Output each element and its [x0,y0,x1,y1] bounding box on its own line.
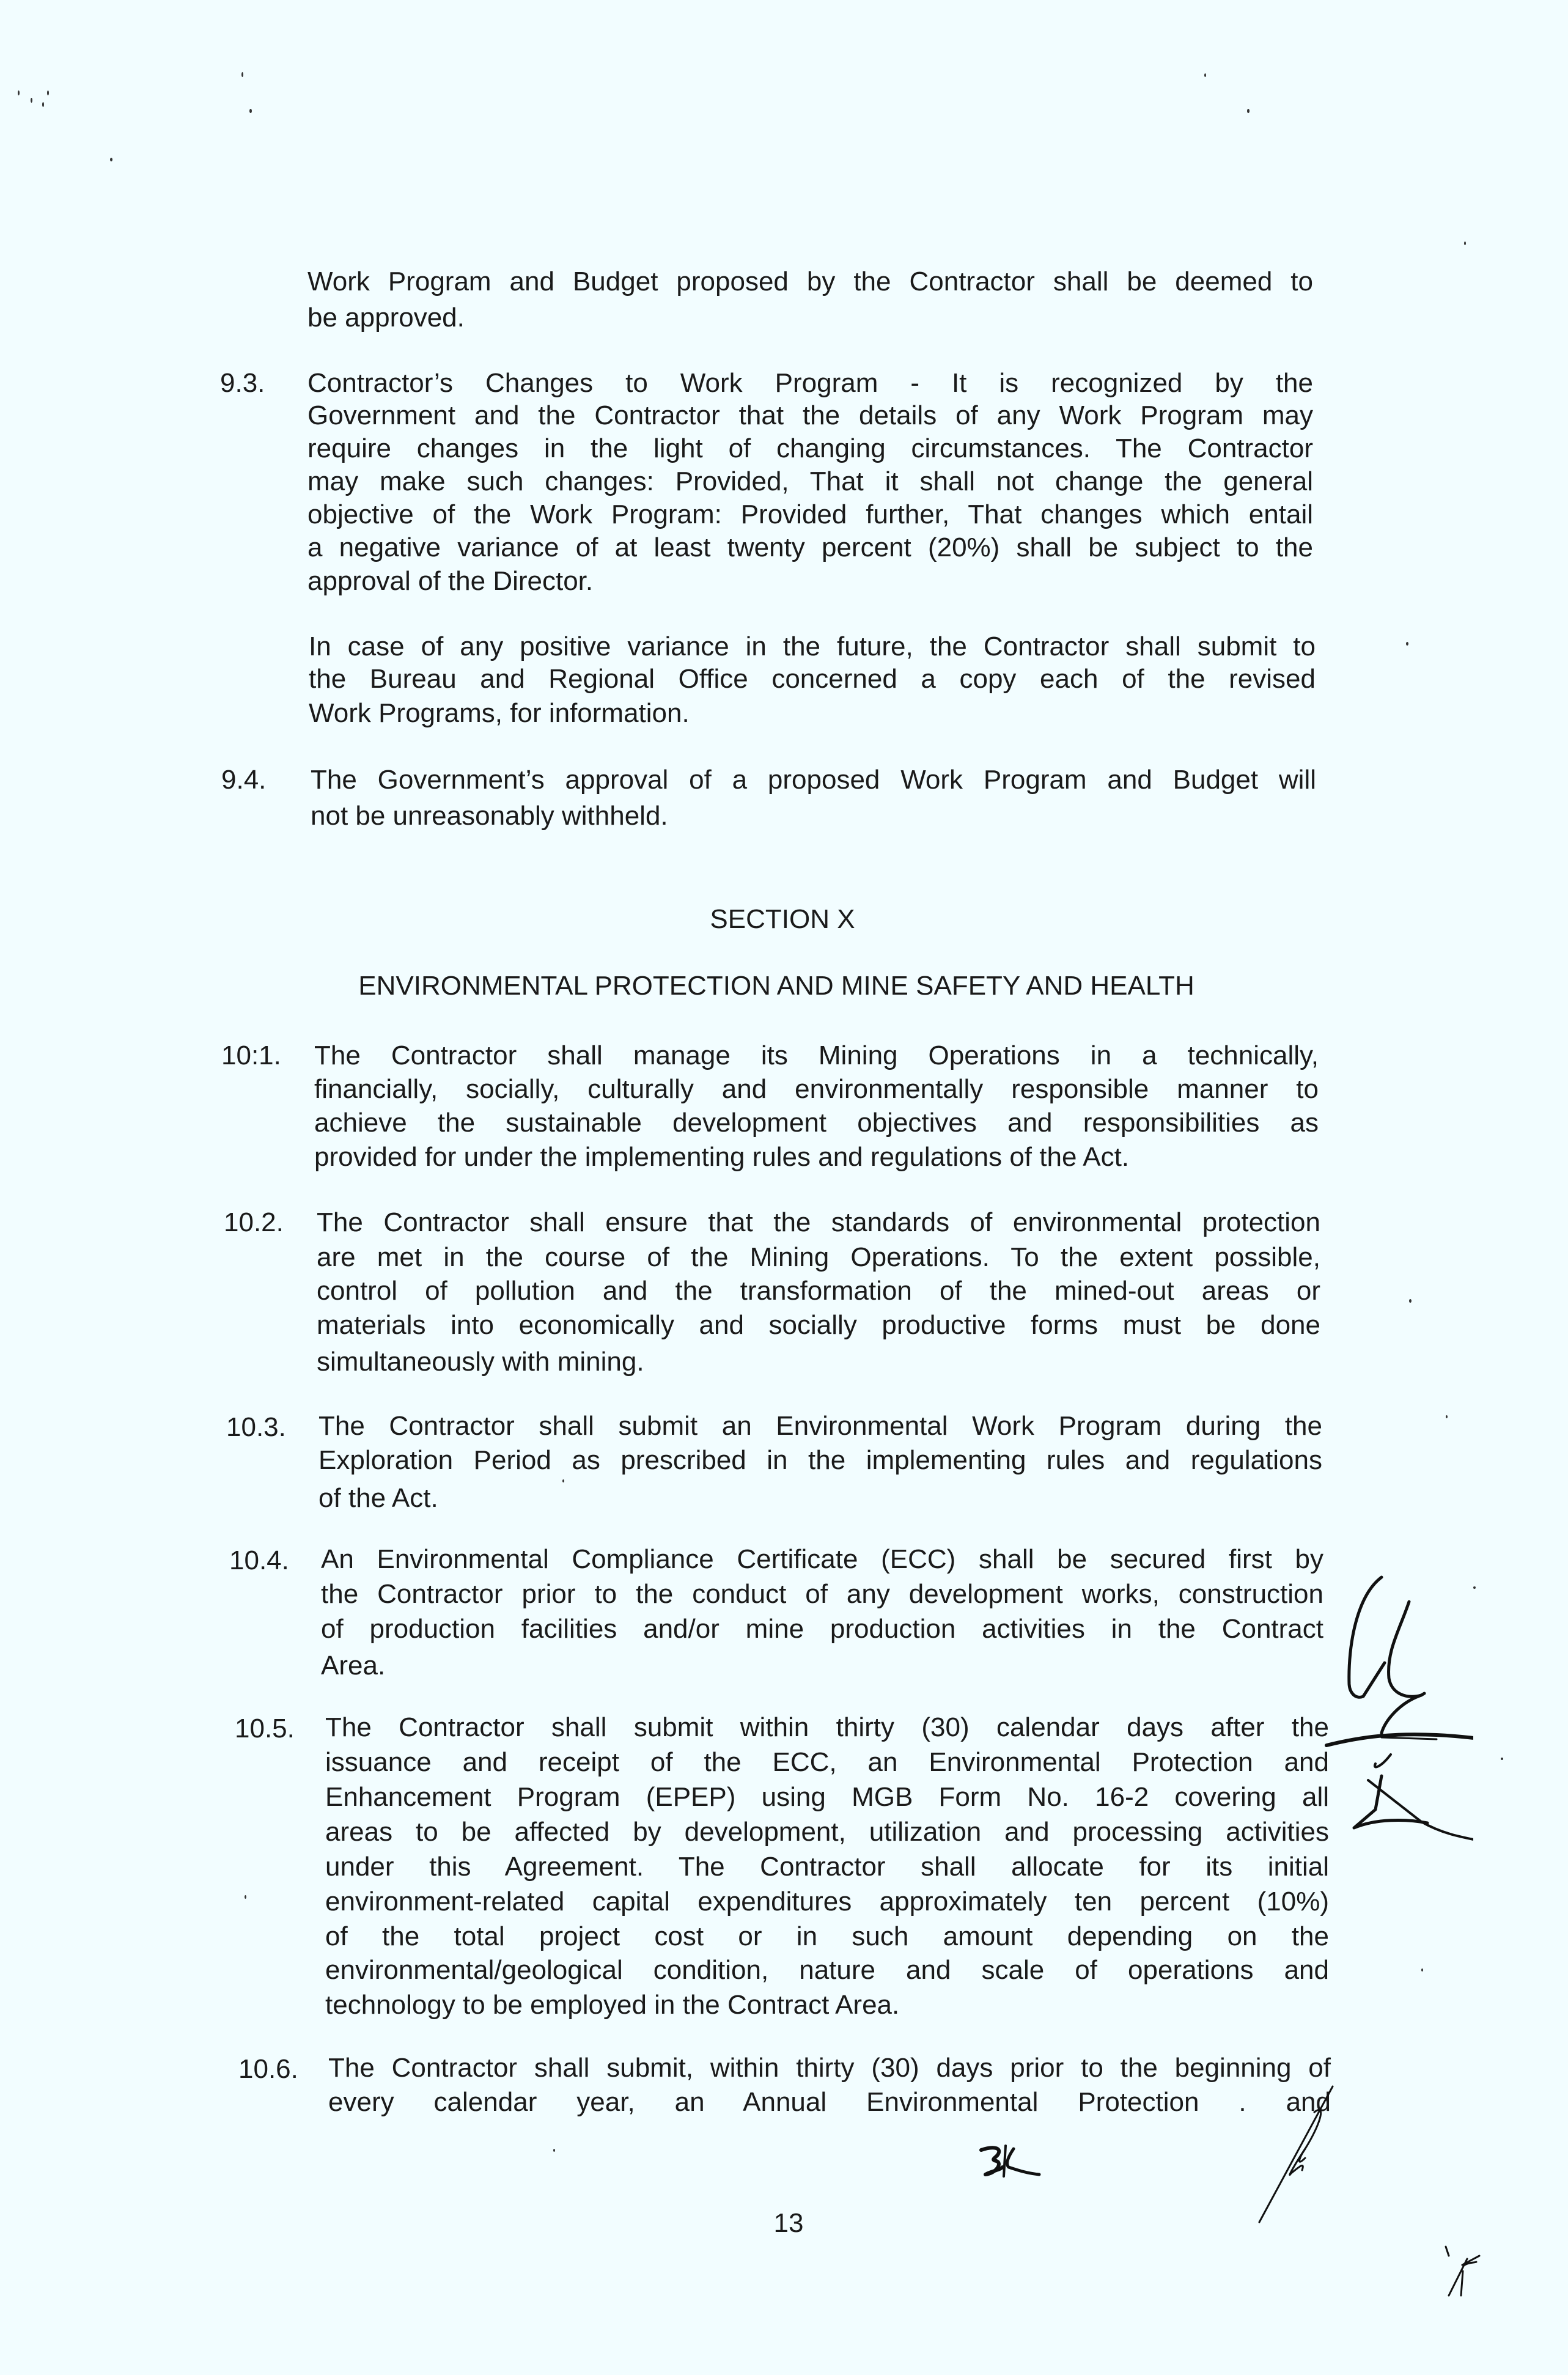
scan-speck [241,72,243,77]
clause-number: 10:1. [221,1040,281,1070]
scan-speck [562,1479,564,1482]
clause-line: a negative variance of at least twenty percent (20%) shall be subject to the [307,532,1313,562]
clause-number: 10.5. [235,1714,295,1744]
scan-speck [1446,1415,1448,1418]
clause-line: The Contractor shall submit within thirty (30) calendar days after the [325,1712,1329,1742]
clause-line: approval of the Director. [307,566,594,596]
clause-line: of the Act. [318,1483,438,1513]
scan-speck [245,1895,246,1899]
clause-line: financially, socially, culturally and environmentally responsible manner to [314,1074,1319,1104]
bottom-right-signature [1247,2082,1369,2228]
page-number: 13 [773,2208,804,2238]
clause-line: areas to be affected by development, utilization and processing activities [325,1817,1329,1847]
scan-speck [110,158,112,161]
clause-number: 10.6. [238,2054,298,2084]
clause-line: The Contractor shall ensure that the standards of environmental protection [317,1207,1320,1237]
clause-line: issuance and receipt of the ECC, an Environmental Protection and [325,1747,1329,1777]
clause-line: objective of the Work Program: Provided further, That changes which entail [307,499,1313,529]
clause-line: Enhancement Program (EPEP) using MGB Form No. 16-2 covering all [325,1782,1329,1812]
clause-line: environmental/geological condition, nature and scale of operations and [325,1955,1329,1985]
section-title: SECTION X [710,904,855,934]
scan-speck [1421,1968,1423,1972]
clause-line: the Bureau and Regional Office concerned a copy each of the revised [309,664,1316,694]
clause-line: In case of any positive variance in the future, the Contractor shall submit to [309,631,1316,661]
clause-line: Government and the Contractor that the details of any Work Program may [307,400,1313,430]
clause-line: not be unreasonably withheld. [311,801,668,831]
scan-speck [42,102,44,107]
continuation-line: Work Program and Budget proposed by the Contractor shall be deemed to [307,267,1313,296]
clause-line: The Contractor shall manage its Mining Operations in a technically, [314,1040,1319,1070]
continuation-line: be approved. [307,303,465,333]
clause-line: every calendar year, an Annual Environmental Protection . and [328,2087,1331,2117]
scan-speck [1501,1758,1503,1760]
clause-number: 10.2. [224,1207,284,1237]
clause-line: materials into economically and socially productive forms must be done [317,1310,1320,1340]
clause-line: Work Programs, for information. [309,698,690,728]
clause-line: of the total project cost or in such amount depending on the [325,1921,1329,1951]
scan-speck [1406,642,1408,646]
scan-speck [249,109,252,113]
clause-line: Contractor’s Changes to Work Program - It is recognized by the [307,368,1313,398]
clause-line: environment-related capital expenditures approximately ten percent (10%) [325,1887,1329,1917]
initials-signature [978,2143,1045,2185]
clause-line: The Government’s approval of a proposed Work Program and Budget will [311,765,1316,795]
clause-line: The Contractor shall submit an Environmental Work Program during the [318,1411,1322,1441]
clause-line: simultaneously with mining. [317,1347,644,1377]
clause-line: Area. [321,1651,386,1681]
clause-line: under this Agreement. The Contractor shall allocate for its initial [325,1852,1329,1882]
clause-number: 10.3. [226,1412,286,1442]
clause-number: 9.4. [221,765,267,795]
scan-speck [1464,241,1466,245]
scan-speck [47,90,49,95]
scan-speck [1247,109,1250,113]
clause-line: Exploration Period as prescribed in the implementing rules and regulations [318,1445,1322,1475]
clause-line: An Environmental Compliance Certificate (ECC) shall be secured first by [321,1544,1323,1574]
scan-speck [31,98,32,103]
scan-speck [1473,1586,1476,1589]
clause-line: may make such changes: Provided, That it shall not change the general [307,466,1313,496]
corner-initials [1443,2244,1492,2299]
clause-line: the Contractor prior to the conduct of any development works, construction [321,1579,1323,1609]
clause-line: technology to be employed in the Contract Area. [325,1990,900,2020]
clause-line: require changes in the light of changing circumstances. The Contractor [307,433,1313,463]
section-heading: ENVIRONMENTAL PROTECTION AND MINE SAFETY AND HEALTH [358,971,1194,1001]
clause-line: provided for under the implementing rules and regulations of the Act. [314,1142,1130,1172]
scan-speck [1204,73,1206,77]
clause-line: control of pollution and the transformation of the mined-out areas or [317,1276,1320,1306]
clause-number: 9.3. [220,368,265,398]
clause-line: achieve the sustainable development objectives and responsibilities as [314,1108,1319,1138]
scan-speck [18,90,20,95]
clause-line: of production facilities and/or mine production activities in the Contract [321,1614,1323,1644]
scan-speck [553,2149,555,2152]
clause-line: The Contractor shall submit, within thirty (30) days prior to the beginning of [328,2053,1331,2083]
clause-line: are met in the course of the Mining Operations. To the extent possible, [317,1242,1320,1272]
clause-number: 10.4. [229,1545,289,1575]
scan-speck [1409,1299,1412,1303]
margin-signature [1314,1571,1473,1858]
